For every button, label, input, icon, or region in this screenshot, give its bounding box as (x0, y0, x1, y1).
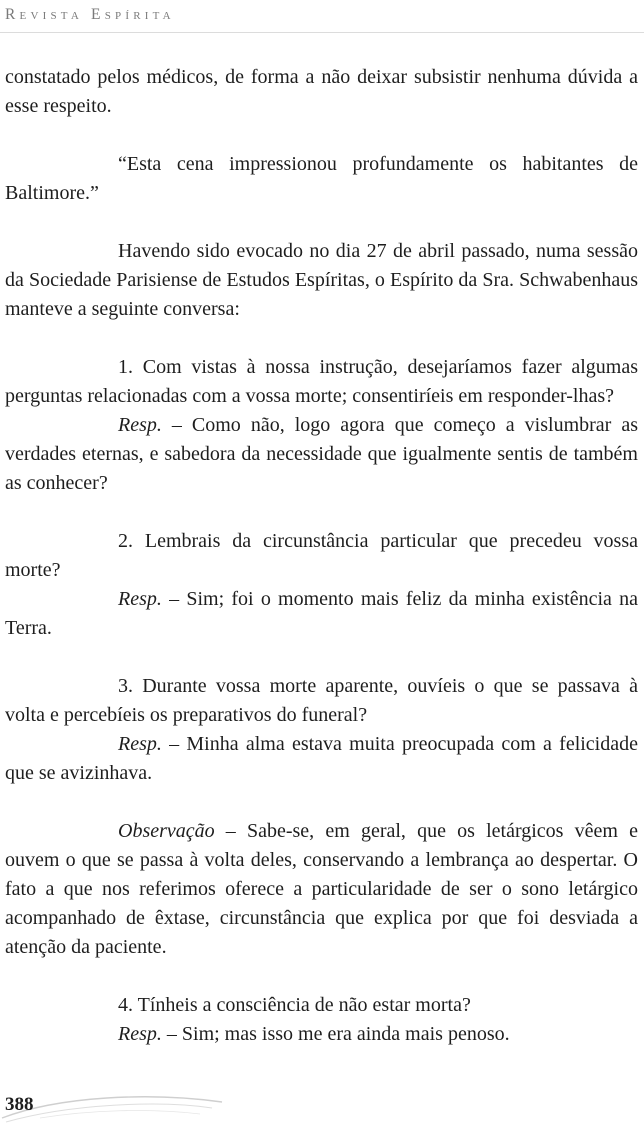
paragraph: Havendo sido evocado no dia 27 de abril passado, numa sessão da Sociedade Parisiense de Estudos Espíritas, o Espírito da Sra. Schwabenhaus manteve a seguinte conversa: (5, 240, 638, 320)
header-rule (0, 32, 644, 33)
resp-label: Resp. (118, 588, 162, 610)
answer-text: – Sim; foi o momento mais feliz da minha existência na Terra. (5, 588, 638, 639)
resp-label: Resp. (118, 414, 162, 436)
running-header: Revista Espírita (5, 6, 175, 23)
answer-4 (5, 1020, 638, 1049)
page-body (5, 63, 638, 1049)
observation (5, 817, 638, 962)
question-2: 2. Lembrais da circunstância particular que precedeu vossa morte? (5, 530, 638, 581)
answer-2 (5, 585, 638, 643)
answer-3 (5, 730, 638, 788)
question-4: 4. Tínheis a consciência de não estar morta? (118, 994, 471, 1016)
answer-1 (5, 411, 638, 498)
question-3: 3. Durante vossa morte aparente, ouvíeis o que se passava à volta e percebíeis os preparativos do funeral? (5, 675, 638, 726)
paragraph: constatado pelos médicos, de forma a não deixar subsistir nenhuma dúvida a esse respeito. (5, 66, 638, 117)
resp-label: Resp. (118, 1023, 162, 1045)
question-1: 1. Com vistas à nossa instrução, desejaríamos fazer algumas perguntas relacionadas com a vossa morte; consentiríeis em responder-lhas? (5, 356, 638, 407)
observation-text: – Sabe-se, em geral, que os letárgicos vêem e ouvem o que se passa à volta deles, conservando a lembrança ao despertar. O fato a que nos referimos oferece a particularidade de ser o sono letárgico acompanhado de êxtase, circunstância que explica por que foi desviada a atenção da paciente. (5, 820, 638, 958)
answer-text: – Sim; mas isso me era ainda mais penoso. (161, 1023, 510, 1045)
answer-text: – Como não, logo agora que começo a vislumbrar as verdades eternas, e sabedora da necessidade que igualmente sentis de também as conhecer? (5, 414, 638, 494)
quote-paragraph: “Esta cena impressionou profundamente os habitantes de Baltimore.” (5, 153, 638, 204)
observation-label: Observação (118, 820, 215, 842)
resp-label: Resp. (118, 733, 162, 755)
answer-text: – Minha alma estava muita preocupada com a felicidade que se avizinhava. (5, 733, 638, 784)
page-number: 388 (5, 1094, 34, 1115)
footer-swoosh-ornament (0, 1088, 230, 1124)
